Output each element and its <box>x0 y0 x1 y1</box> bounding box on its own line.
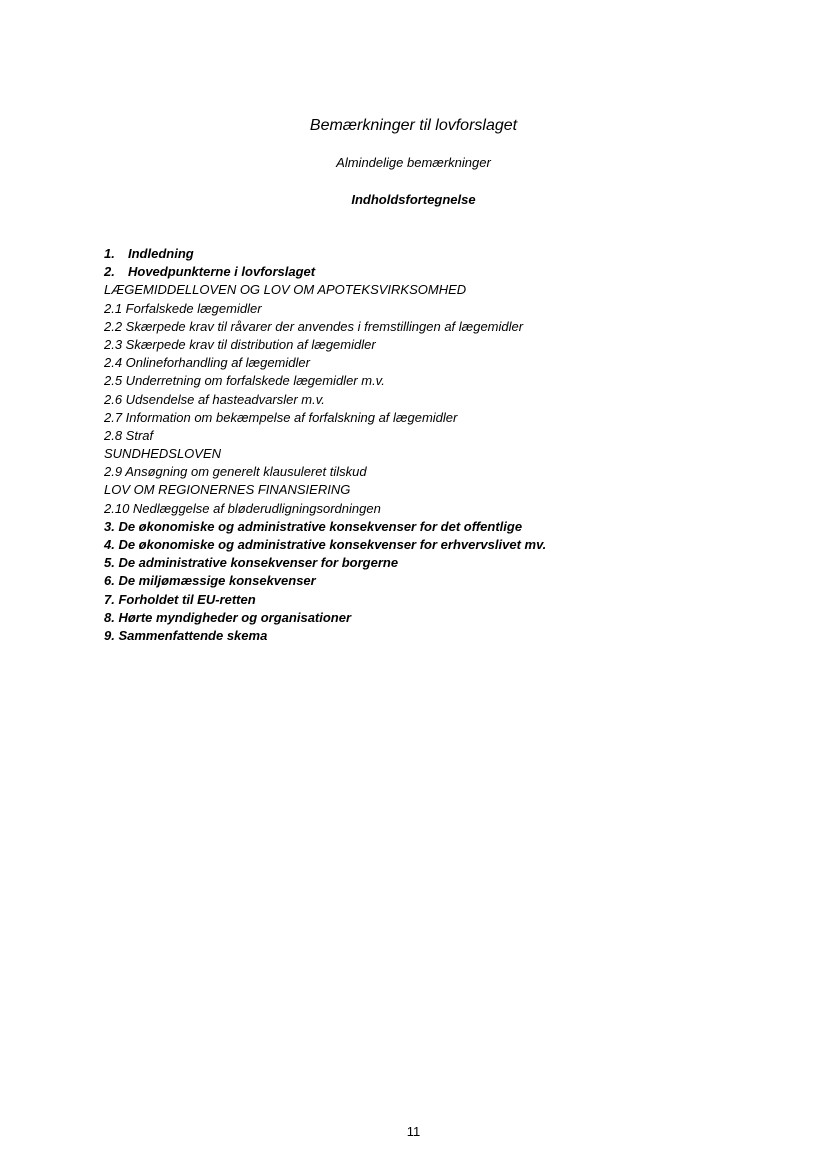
toc-item: 6. De miljømæssige konsekvenser <box>104 573 316 589</box>
toc-item <box>104 245 784 263</box>
toc-item: 2.4 Onlineforhandling af lægemidler <box>104 355 310 371</box>
toc-item: 2.6 Udsendelse af hasteadvarsler m.v. <box>104 391 325 407</box>
toc-item-text: Hovedpunkterne i lovforslaget <box>128 264 316 280</box>
toc-item: 2.10 Nedlæggelse af bløderudligningsordningen <box>104 500 381 516</box>
toc-item: 9. Sammenfattende skema <box>104 627 268 643</box>
toc-section-heading: SUNDHEDSLOVEN <box>104 446 222 462</box>
toc-item: 3. De økonomiske og administrative konsekvenser for det offentlige <box>104 518 523 534</box>
page-title: Bemærkninger til lovforslaget <box>309 117 518 134</box>
toc-item: 7. Forholdet til EU-retten <box>104 591 256 607</box>
toc-item: 2.5 Underretning om forfalskede lægemidler m.v. <box>104 373 385 389</box>
toc-item-number: 2. <box>104 264 115 280</box>
toc-item: 2.3 Skærpede krav til distribution af lægemidler <box>104 336 376 352</box>
toc-item: 5. De administrative konsekvenser for borgerne <box>104 555 399 571</box>
toc-item: 4. De økonomiske og administrative konsekvenser for erhvervslivet mv. <box>104 537 547 552</box>
toc-item-number: 1. <box>104 246 115 261</box>
toc-heading: Indholdsfortegnelse <box>351 192 476 207</box>
toc-item: 2.8 Straf <box>104 427 154 443</box>
toc-item: 2.1 Forfalskede lægemidler <box>104 300 262 316</box>
toc-item: 8. Hørte myndigheder og organisationer <box>104 609 352 625</box>
table-of-contents <box>104 245 784 645</box>
toc-item: 2.7 Information om bekæmpelse af forfalskning af lægemidler <box>104 409 458 425</box>
toc-section-heading: LÆGEMIDDELLOVEN OG LOV OM APOTEKSVIRKSOMHED <box>104 282 467 298</box>
toc-section-heading: LOV OM REGIONERNES FINANSIERING <box>104 482 351 498</box>
page-subtitle: Almindelige bemærkninger <box>336 155 491 170</box>
toc-item-text: Indledning <box>128 246 194 261</box>
toc-item: 2.9 Ansøgning om generelt klausuleret tilskud <box>104 464 367 480</box>
toc-item: 2.2 Skærpede krav til råvarer der anvendes i fremstillingen af lægemidler <box>104 318 524 334</box>
toc-item <box>104 263 784 281</box>
page-number: 11 <box>406 1124 421 1139</box>
